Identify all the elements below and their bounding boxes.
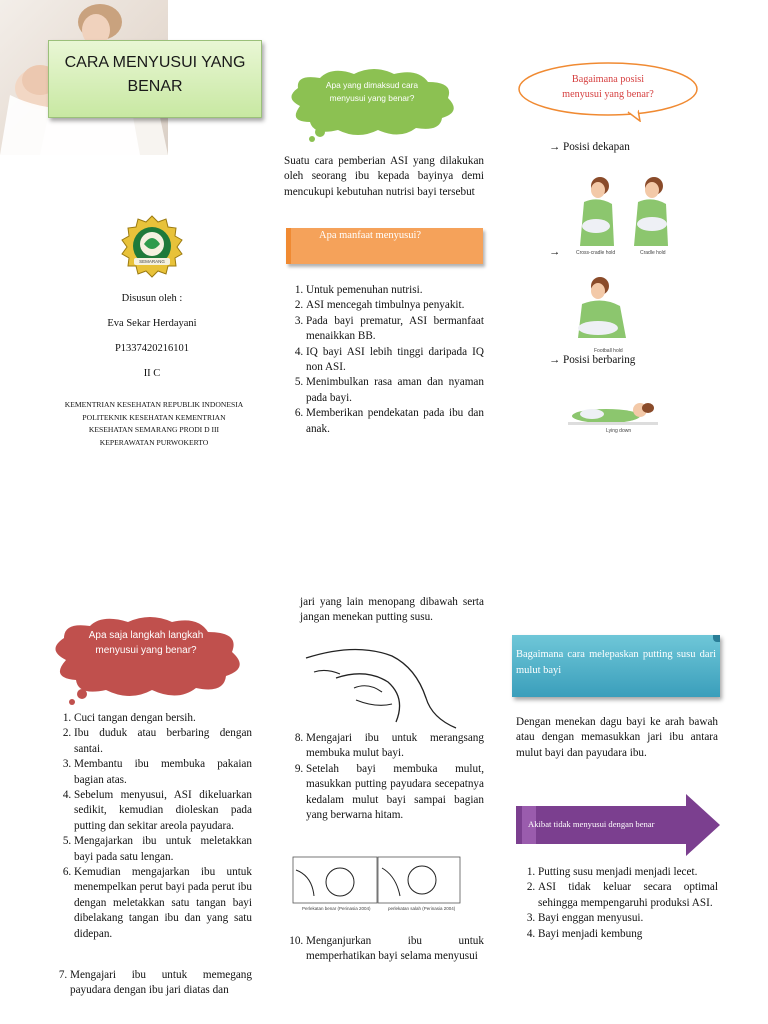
positions-bubble <box>516 60 700 122</box>
position-label-cradle: → Posisi dekapan <box>549 141 630 153</box>
list-item: 2. Ibu duduk atau berbaring dengan santai. <box>74 726 252 757</box>
consequences-arrow <box>516 794 720 856</box>
page-title: CARA MENYUSUI YANG BENAR <box>64 54 246 95</box>
institution-name: KEMENTRIAN KESEHATAN REPUBLIK INDONESIA POLITEKNIK KESEHATAN KEMENTRIAN KESEHATAN SEMARANG PRODI D III KEPERAWATAN PURWOKERTO <box>64 400 244 447</box>
list-item: 6. Kemudian mengajarkan ibu untuk menempelkan perut bayi pada perut ibu dengan meletakkan satu tangan bayi dibelakang tangan ibu dan yang satu didepan. <box>74 865 252 942</box>
lying-down-illustration <box>566 392 662 436</box>
title-banner <box>48 40 262 118</box>
list-item: 3. Bayi enggan menyusui. <box>538 911 718 926</box>
step7-continuation: jari yang lain menopang dibawah serta jangan menekan putting susu. <box>300 596 484 624</box>
steps-list-continued <box>48 968 252 999</box>
caption-lying: Lying down <box>606 428 632 434</box>
author-nim: P1337420216101 <box>114 343 190 354</box>
list-item: 10. Menganjurkan ibu untuk memperhatikan bayi selama menyusui <box>306 934 484 965</box>
list-item: 1. Putting susu menjadi menjadi lecet. <box>538 865 718 880</box>
list-item: 1. Untuk pemenuhan nutrisi. <box>306 283 484 298</box>
positions-question: Bagaimana posisi menyusui yang benar? <box>562 74 654 100</box>
position-label-lying: → Posisi berbaring <box>549 354 636 366</box>
definition-answer: Suatu cara pemberian ASI yang dilakukan oleh seorang ibu kepada bayinya demi mencukupi kebutuhan nutrisi bayi tersebut <box>284 155 484 198</box>
position-label-arrow: → <box>549 246 561 258</box>
list-item: 3. Pada bayi prematur, ASI bermanfaat menaikkan BB. <box>306 314 484 345</box>
list-item: 2. ASI tidak keluar secara optimal sehingga mempengaruhi produksi ASI. <box>538 880 718 911</box>
caption-football: Football hold <box>594 348 623 354</box>
list-item: 8. Mengajari ibu untuk merangsang membuka mulut bayi. <box>306 731 484 762</box>
latch-illustration <box>296 638 464 732</box>
release-answer: Dengan menekan dagu bayi ke arah bawah atau dengan memasukkan jari ibu antara mulut bayi dan payudara ibu. <box>516 716 718 759</box>
benefits-list <box>284 283 484 437</box>
football-hold-illustration <box>570 272 636 356</box>
caption-cradle: Cradle hold <box>640 250 666 256</box>
banner-corner <box>713 635 720 642</box>
steps-list-10 <box>284 934 484 965</box>
consequences-label: Akibat tidak menyusui dengan benar <box>528 819 655 829</box>
caption-correct-latch: Perlekatan benar (Perinasia 2004) <box>302 906 371 911</box>
list-item: 5. Menimbulkan rasa aman dan nyaman pada bayi. <box>306 375 484 406</box>
list-item: 5. Mengajarkan ibu untuk meletakkan bayi pada satu lengan. <box>74 834 252 865</box>
author-name: Eva Sekar Herdayani <box>107 318 197 329</box>
list-item: 4. IQ bayi ASI lebih tinggi daripada IQ non ASI. <box>306 345 484 376</box>
list-item: 6. Memberikan pendekatan pada ibu dan anak. <box>306 406 484 437</box>
steps-list-8-9 <box>284 731 484 823</box>
cradle-hold-illustration <box>568 172 690 258</box>
definition-cloud <box>282 66 462 142</box>
institution-logo <box>120 214 184 278</box>
consequences-list <box>516 865 718 942</box>
list-item: 7. Mengajari ibu untuk memegang payudara dengan ibu jari diatas dan <box>70 968 252 999</box>
list-item: 2. ASI mencegah timbulnya penyakit. <box>306 298 484 313</box>
logo-text: SEMARANG <box>139 259 165 264</box>
author-label: Disusun oleh : <box>121 293 183 304</box>
caption-wrong-latch: perlekatan salah (Perinasia 2004) <box>388 906 456 911</box>
list-item: 4. Sebelum menyusui, ASI dikeluarkan sedikit, kemudian dioleskan pada putting dan sekitar areola payudara. <box>74 788 252 834</box>
benefits-question: Apa manfaat menyusui? <box>319 230 422 241</box>
definition-question: Apa yang dimaksud cara menyusui yang benar? <box>325 80 419 103</box>
author-class: II C <box>143 368 161 379</box>
list-item: 1. Cuci tangan dengan bersih. <box>74 711 252 726</box>
release-banner <box>512 635 720 697</box>
list-item: 3. Membantu ibu membuka pakaian bagian atas. <box>74 757 252 788</box>
list-item: 4. Bayi menjadi kembung <box>538 927 718 942</box>
benefits-banner <box>286 228 483 264</box>
steps-question: Apa saja langkah langkah menyusui yang benar? <box>88 630 204 656</box>
author-block <box>60 286 244 386</box>
steps-cloud <box>46 614 252 706</box>
release-question: Bagaimana cara melepaskan putting susu dari mulut bayi <box>516 649 716 676</box>
list-item: 9. Setelah bayi membuka mulut, masukkan putting payudara secepatnya kedalam mulut bayi sampai bagian yang berwarna hitam. <box>306 762 484 824</box>
caption-cross-cradle: Cross-cradle hold <box>576 250 616 256</box>
steps-list <box>52 711 252 942</box>
latch-comparison-illustration <box>292 856 462 914</box>
